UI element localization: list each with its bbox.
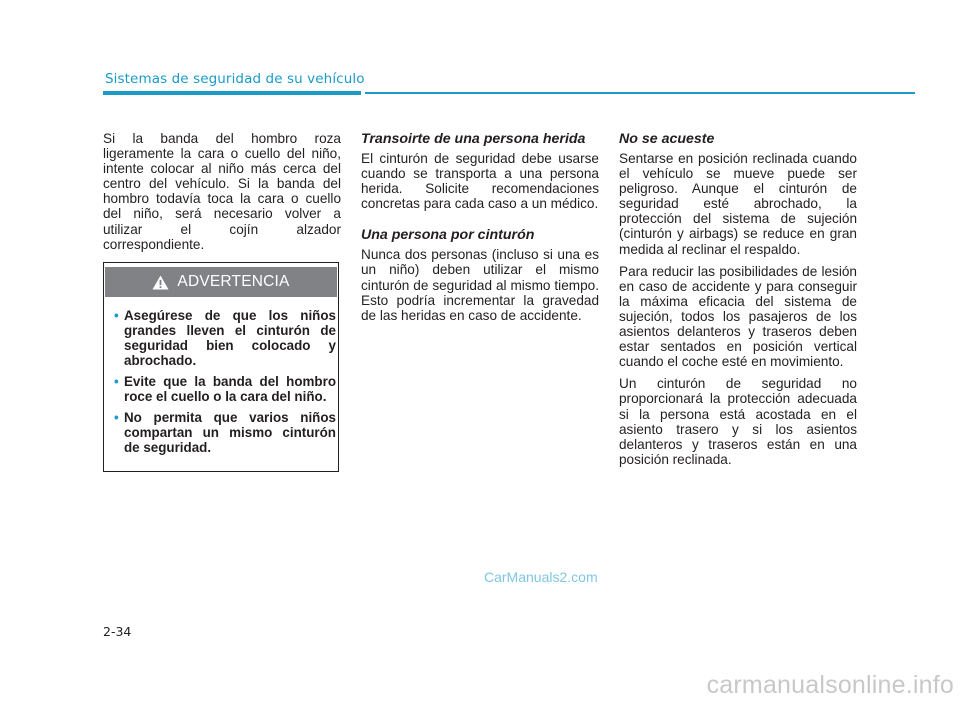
warning-triangle-icon	[152, 275, 169, 290]
warning-header	[105, 267, 337, 297]
warning-list	[114, 308, 336, 461]
page-number: 2-34	[103, 624, 132, 639]
warning-item	[114, 374, 336, 404]
paragraph-one-person-per-belt: Nunca dos personas (incluso si una es un niño) deben utilizar el mismo cinturón de seguridad al mismo tiempo. Esto podría incrementar la gravedad de las heridas en caso de accidente.	[361, 247, 599, 323]
header-rule-thin	[365, 92, 915, 94]
warning-item-text: Evite que la banda del hombro roce el cuello o la cara del niño.	[124, 374, 336, 404]
paragraph-injured-person: El cinturón de seguridad debe usarse cuando se transporta a una persona herida. Solicite recomendaciones concretas para cada caso a un médico.	[361, 151, 599, 212]
header-rule-thick	[103, 91, 361, 95]
warning-item-text: Asegúrese de que los niños grandes lleven el cinturón de seguridad bien colocado y abrochado.	[124, 308, 336, 368]
paragraph-rear-seat-lying: Un cinturón de seguridad no proporcionará la protección adecuada si la persona está acostada en el asiento trasero y si los asientos delanteros y traseros están en una posición reclinada.	[619, 376, 857, 467]
bullet-icon: •	[114, 410, 119, 425]
heading-injured-person: Transoirte de una persona herida	[361, 131, 586, 147]
section-title: Sistemas de seguridad de su vehículo	[105, 71, 365, 87]
column-middle	[361, 131, 599, 330]
column-left	[103, 131, 341, 259]
bullet-icon: •	[114, 308, 119, 323]
paragraph-recline-danger: Sentarse en posición reclinada cuando el vehículo se mueve puede ser peligroso. Aunque el cinturón de seguridad esté abrochado, la protección del sistema de sujeción (cinturón y airbags) se reduce en gran medida al reclinar el respaldo.	[619, 151, 857, 257]
warning-title: ADVERTENCIA	[177, 273, 290, 290]
warning-item-text: No permita que varios niños compartan un mismo cinturón de seguridad.	[124, 410, 336, 455]
heading-do-not-recline: No se acueste	[619, 131, 715, 147]
page-header	[103, 69, 915, 99]
paragraph-upright-position: Para reducir las posibilidades de lesión en caso de accidente y para conseguir la máxima eficacia del sistema de sujeción, todos los pasajeros de los asientos delanteros y traseros deben estar sentados en posición vertical cuando el coche esté en movimiento.	[619, 263, 857, 370]
warning-item	[114, 410, 336, 455]
warning-item	[114, 308, 336, 368]
intro-paragraph: Si la banda del hombro roza ligeramente la cara o cuello del niño, intente colocar al niño más cerca del centro del vehículo. Si la banda del hombro todavía toca la cara o cuello del niño, será necesario volver a utilizar el cojín alzador correspondiente.	[103, 131, 341, 252]
watermark-carmanuals2[interactable]: CarManuals2.com	[484, 569, 598, 585]
watermark-carmanualsonline[interactable]: carmanualsonline.info	[706, 671, 954, 699]
column-right	[619, 131, 857, 474]
bullet-icon: •	[114, 374, 119, 389]
warning-box	[103, 262, 339, 472]
heading-one-person-per-belt: Una persona por cinturón	[361, 227, 535, 244]
